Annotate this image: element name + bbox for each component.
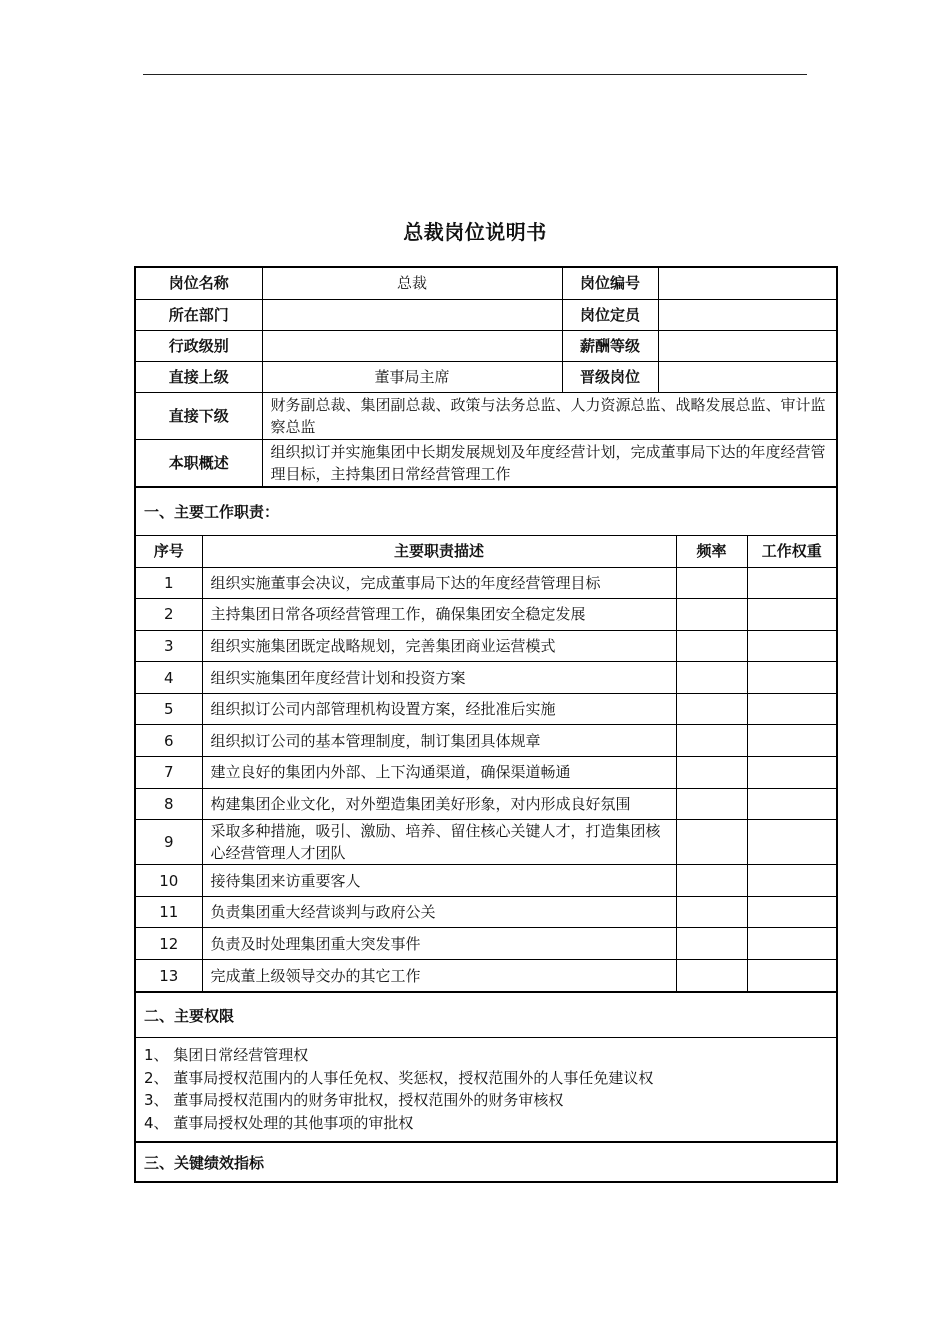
duty-no: 9 [136, 820, 202, 865]
duty-frequency [676, 788, 747, 820]
power-item: 4、 董事局授权处理的其他事项的审批权 [144, 1113, 414, 1132]
duty-no: 8 [136, 788, 202, 820]
powers-section-title: 二、主要权限 [136, 991, 836, 1037]
headcount-label: 岗位定员 [562, 299, 658, 330]
position-no-label: 岗位编号 [562, 268, 658, 299]
duty-row [136, 865, 836, 897]
info-row [136, 299, 836, 330]
admin-level-value [262, 330, 562, 361]
admin-level-label: 行政级别 [136, 330, 262, 361]
duty-frequency [676, 725, 747, 757]
duties-table [136, 535, 836, 992]
duty-frequency [676, 928, 747, 960]
duty-description: 组织实施集团既定战略规划，完善集团商业运营模式 [202, 630, 676, 662]
power-item: 2、 董事局授权范围内的人事任免权、奖惩权，授权范围外的人事任免建议权 [144, 1068, 654, 1087]
superior-value: 董事局主席 [262, 361, 562, 392]
duty-weight [747, 567, 836, 599]
duty-description: 组织拟订公司内部管理机构设置方案，经批准后实施 [202, 693, 676, 725]
duty-weight [747, 693, 836, 725]
duty-no: 4 [136, 662, 202, 694]
duty-description: 完成董上级领导交办的其它工作 [202, 960, 676, 992]
duty-frequency [676, 757, 747, 789]
promotion-value [658, 361, 836, 392]
duty-description: 建立良好的集团内外部、上下沟通渠道，确保渠道畅通 [202, 757, 676, 789]
power-item: 1、 集团日常经营管理权 [144, 1046, 309, 1065]
subordinates-label: 直接下级 [136, 392, 262, 439]
duty-row [136, 896, 836, 928]
duty-description: 组织实施集团年度经营计划和投资方案 [202, 662, 676, 694]
duty-frequency [676, 599, 747, 631]
duty-frequency [676, 865, 747, 897]
duty-weight [747, 599, 836, 631]
duty-row [136, 567, 836, 599]
duty-frequency [676, 693, 747, 725]
duty-weight [747, 757, 836, 789]
info-row [136, 330, 836, 361]
duty-no: 6 [136, 725, 202, 757]
duty-frequency [676, 896, 747, 928]
duty-weight [747, 662, 836, 694]
duty-frequency [676, 820, 747, 865]
summary-label: 本职概述 [136, 439, 262, 486]
header-description: 主要职责描述 [202, 535, 676, 567]
duty-row [136, 599, 836, 631]
info-row [136, 361, 836, 392]
duty-row [136, 693, 836, 725]
header-no: 序号 [136, 535, 202, 567]
duty-frequency [676, 662, 747, 694]
duty-weight [747, 820, 836, 865]
duty-no: 2 [136, 599, 202, 631]
info-row [136, 439, 836, 486]
duty-no: 13 [136, 960, 202, 992]
duty-description: 负责集团重大经营谈判与政府公关 [202, 896, 676, 928]
duty-no: 12 [136, 928, 202, 960]
duty-frequency [676, 630, 747, 662]
duty-description: 组织拟订公司的基本管理制度，制订集团具体规章 [202, 725, 676, 757]
duties-section-title: 一、主要工作职责： [136, 486, 836, 535]
duty-row [136, 928, 836, 960]
duty-weight [747, 630, 836, 662]
subordinates-value: 财务副总裁、集团副总裁、政策与法务总监、人力资源总监、战略发展总监、审计监察总监 [262, 392, 836, 439]
department-label: 所在部门 [136, 299, 262, 330]
position-name-value: 总裁 [262, 268, 562, 299]
duty-frequency [676, 960, 747, 992]
duty-row [136, 788, 836, 820]
duty-no: 1 [136, 567, 202, 599]
basic-info-table [136, 268, 836, 486]
duties-header-row [136, 535, 836, 567]
duty-no: 7 [136, 757, 202, 789]
duty-description: 主持集团日常各项经营管理工作，确保集团安全稳定发展 [202, 599, 676, 631]
position-no-value [658, 268, 836, 299]
header-frequency: 频率 [676, 535, 747, 567]
power-item: 3、 董事局授权范围内的财务审批权，授权范围外的财务审核权 [144, 1091, 564, 1110]
duty-row [136, 820, 836, 865]
duty-row [136, 662, 836, 694]
header-weight: 工作权重 [747, 535, 836, 567]
info-row [136, 392, 836, 439]
duty-no: 10 [136, 865, 202, 897]
duty-description: 组织实施董事会决议，完成董事局下达的年度经营管理目标 [202, 567, 676, 599]
duty-weight [747, 725, 836, 757]
duty-description: 构建集团企业文化，对外塑造集团美好形象，对内形成良好氛围 [202, 788, 676, 820]
duty-no: 5 [136, 693, 202, 725]
duty-weight [747, 865, 836, 897]
superior-label: 直接上级 [136, 361, 262, 392]
duty-weight [747, 896, 836, 928]
duty-no: 3 [136, 630, 202, 662]
duty-row [136, 725, 836, 757]
salary-grade-label: 薪酬等级 [562, 330, 658, 361]
header-rule [143, 74, 807, 75]
duty-row [136, 757, 836, 789]
duty-description: 接待集团来访重要客人 [202, 865, 676, 897]
duty-row [136, 630, 836, 662]
duty-weight [747, 928, 836, 960]
salary-grade-value [658, 330, 836, 361]
promotion-label: 晋级岗位 [562, 361, 658, 392]
document-title: 总裁岗位说明书 [403, 220, 547, 244]
summary-value: 组织拟订并实施集团中长期发展规划及年度经营计划，完成董事局下达的年度经营管理目标，主持集团日常经营管理工作 [262, 439, 836, 486]
department-value [262, 299, 562, 330]
duty-description: 负责及时处理集团重大突发事件 [202, 928, 676, 960]
duty-frequency [676, 567, 747, 599]
duty-weight [747, 788, 836, 820]
kpi-section-title: 三、关键绩效指标 [136, 1141, 836, 1181]
powers-list [136, 1037, 836, 1141]
headcount-value [658, 299, 836, 330]
position-name-label: 岗位名称 [136, 268, 262, 299]
duty-weight [747, 960, 836, 992]
duty-no: 11 [136, 896, 202, 928]
duty-row [136, 960, 836, 992]
duty-description: 采取多种措施，吸引、激励、培养、留住核心关键人才，打造集团核心经营管理人才团队 [202, 820, 676, 865]
job-description-sheet [134, 266, 838, 1183]
info-row [136, 268, 836, 299]
